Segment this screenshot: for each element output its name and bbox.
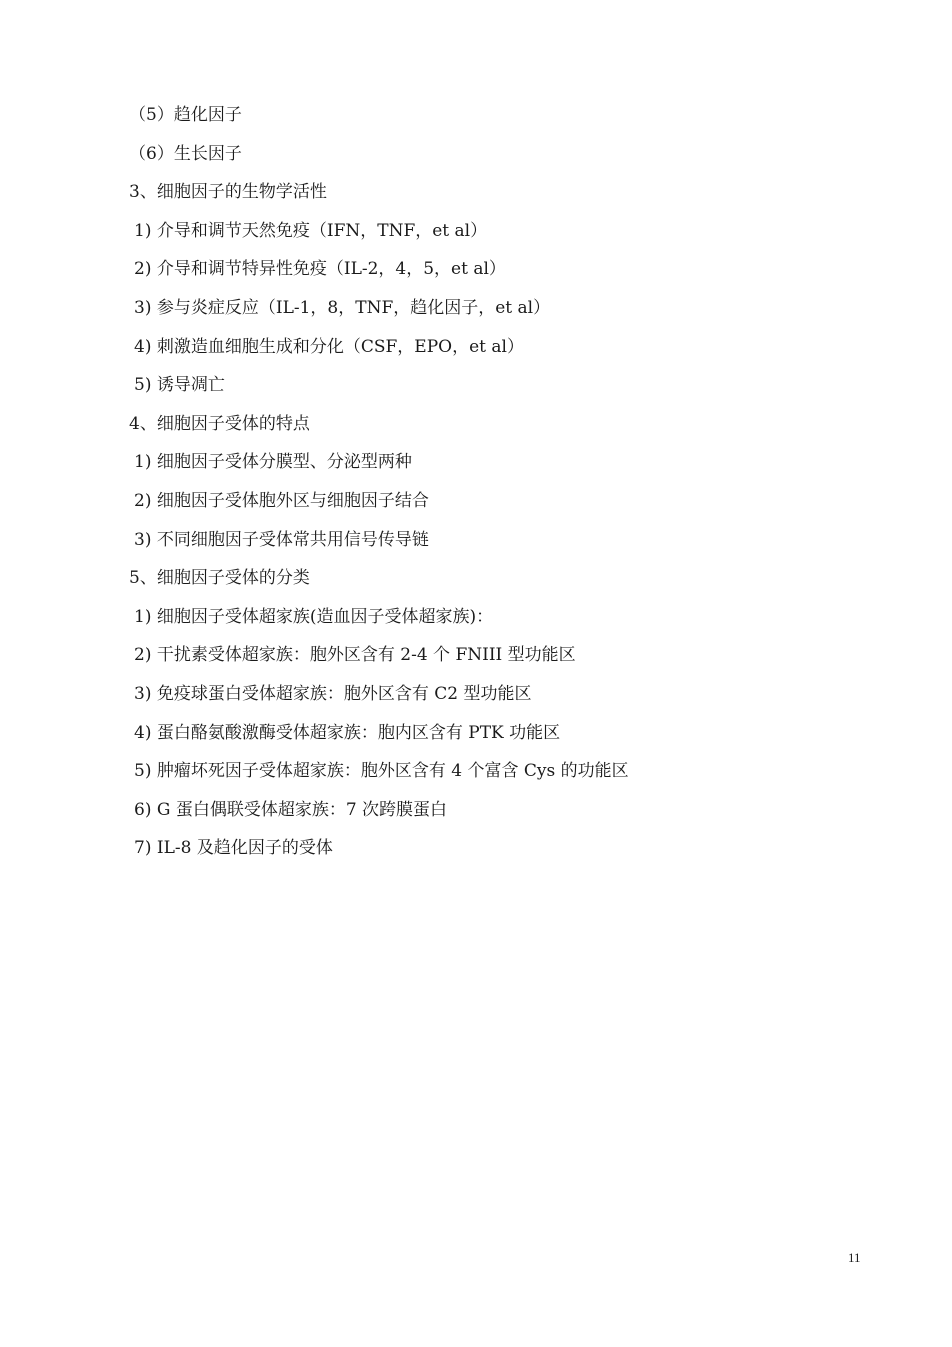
list-item: 4) 蛋白酪氨酸激酶受体超家族：胞内区含有 PTK 功能区 bbox=[134, 722, 561, 743]
list-item: 3) 免疫球蛋白受体超家族：胞外区含有 C2 型功能区 bbox=[134, 683, 532, 704]
document-body bbox=[129, 100, 849, 872]
list-item: 6) G 蛋白偶联受体超家族：7 次跨膜蛋白 bbox=[134, 799, 448, 820]
list-item: 5) 诱导凋亡 bbox=[134, 375, 225, 396]
list-item: （5）趋化因子 bbox=[129, 105, 242, 125]
section-heading: 4、细胞因子受体的特点 bbox=[129, 413, 310, 434]
list-item: 2) 细胞因子受体胞外区与细胞因子结合 bbox=[134, 490, 429, 511]
list-item: 7) IL-8 及趋化因子的受体 bbox=[134, 838, 333, 859]
section-heading: 3、细胞因子的生物学活性 bbox=[129, 182, 327, 203]
list-item: 4) 刺激造血细胞生成和分化（CSF，EPO，et al） bbox=[134, 336, 524, 357]
list-item: 1) 细胞因子受体超家族(造血因子受体超家族)： bbox=[134, 606, 494, 627]
list-item: （6）生长因子 bbox=[129, 143, 242, 164]
section-heading: 5、细胞因子受体的分类 bbox=[129, 568, 310, 589]
page-number: 11 bbox=[848, 1250, 861, 1265]
list-item: 1) 细胞因子受体分膜型、分泌型两种 bbox=[134, 452, 412, 473]
list-item: 3) 参与炎症反应（IL-1，8，TNF，趋化因子，et al） bbox=[134, 297, 551, 318]
list-item: 3) 不同细胞因子受体常共用信号传导链 bbox=[134, 529, 429, 550]
list-item: 2) 干扰素受体超家族：胞外区含有 2-4 个 FNIII 型功能区 bbox=[134, 645, 576, 666]
list-item: 1) 介导和调节天然免疫（IFN，TNF，et al） bbox=[134, 220, 488, 241]
list-item: 5) 肿瘤坏死因子受体超家族：胞外区含有 4 个富含 Cys 的功能区 bbox=[134, 761, 629, 782]
list-item: 2) 介导和调节特异性免疫（IL-2，4，5，et al） bbox=[134, 259, 506, 280]
